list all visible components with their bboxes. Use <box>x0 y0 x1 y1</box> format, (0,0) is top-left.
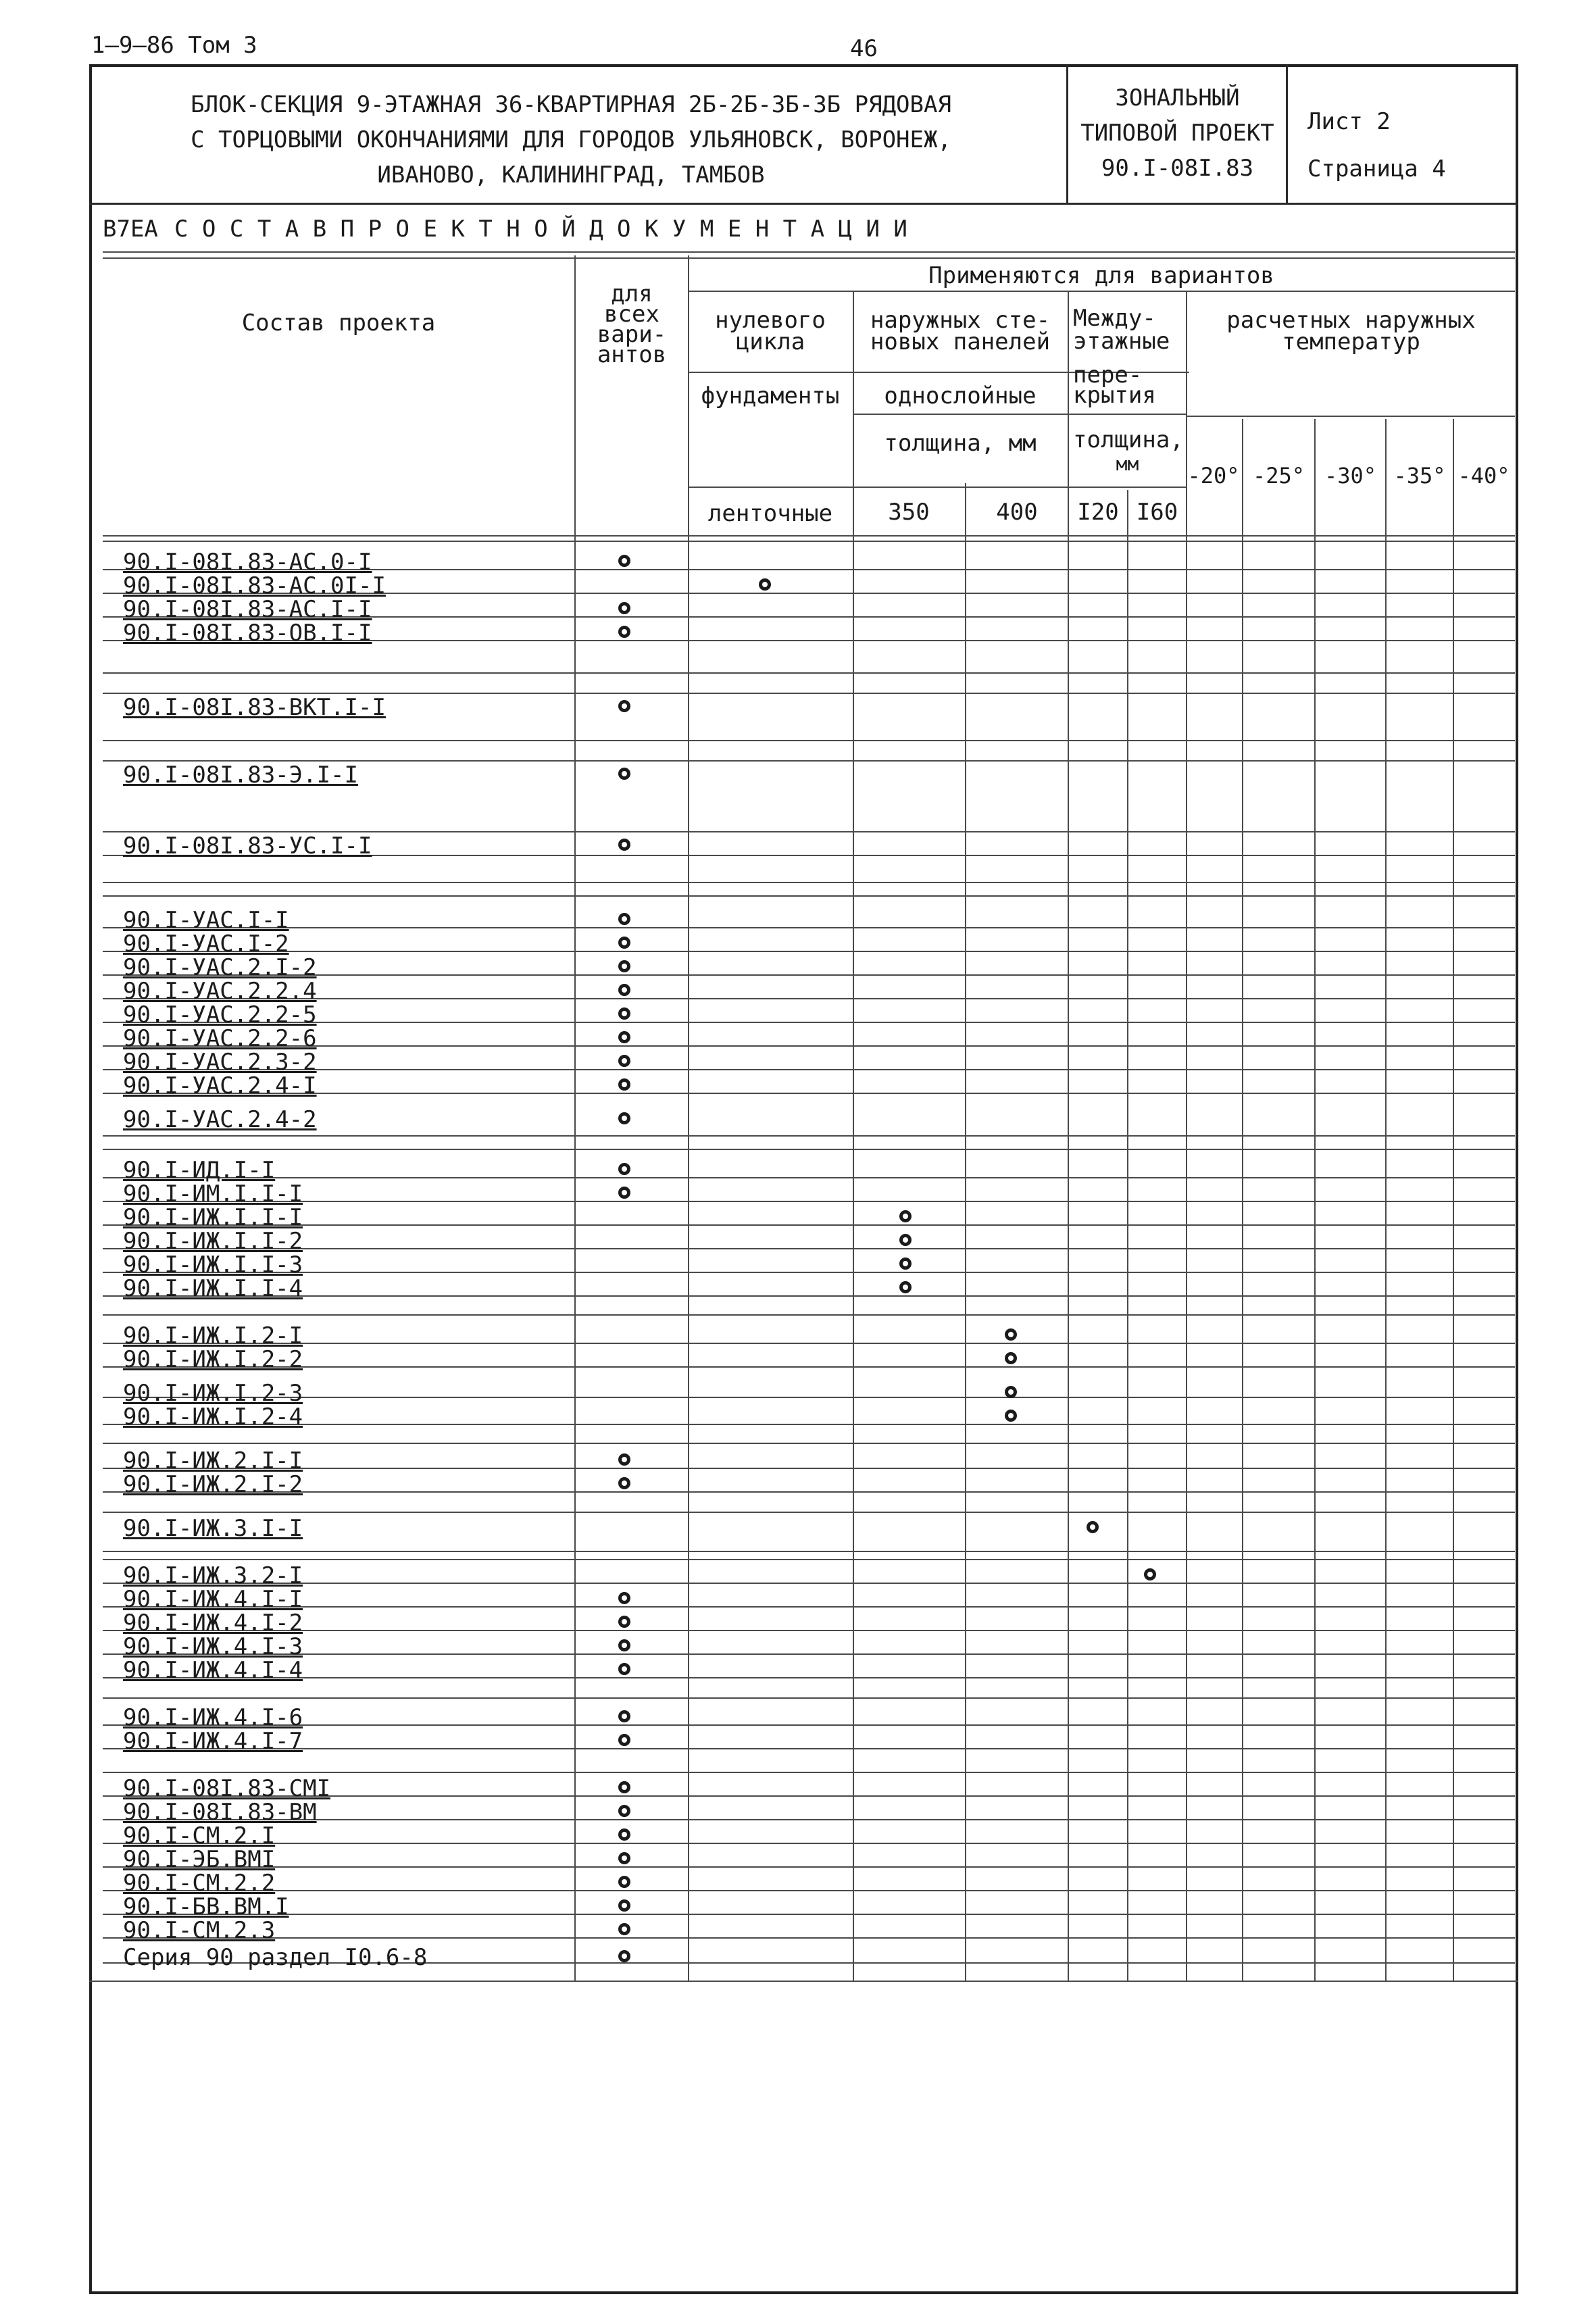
applicability-mark-f160 <box>1144 1568 1156 1580</box>
applicability-mark-all <box>618 1923 630 1935</box>
table-grid-line <box>103 1248 1515 1249</box>
temps-title-1: расчетных наружных <box>1226 307 1476 334</box>
applicability-mark-w400 <box>1005 1386 1017 1398</box>
applicability-mark-all <box>618 700 630 712</box>
document-reference: 1—9—86 Том 3 <box>91 32 257 59</box>
col-divider-project <box>574 255 576 1981</box>
col-divider-t35 <box>1453 419 1454 1981</box>
section-prefix: В7ЕА <box>103 216 158 243</box>
foundations-label: фундаменты <box>701 382 840 409</box>
document-code: 90.I-ИЖ.I.2-2 <box>123 1346 303 1373</box>
table-grid-line <box>103 1201 1515 1202</box>
section-underline-2 <box>103 257 1515 259</box>
table-grid-line <box>103 1843 1515 1844</box>
col-divider-t30 <box>1385 419 1387 1981</box>
temp-minus-30: -30° <box>1324 463 1377 489</box>
document-code: 90.I-ИЖ.I.I-3 <box>123 1251 303 1278</box>
table-grid-line <box>103 1491 1515 1493</box>
document-code: 90.I-ИЖ.4.I-6 <box>123 1704 303 1731</box>
applicability-mark-all <box>618 1710 630 1722</box>
applicability-mark-all <box>618 1734 630 1746</box>
applicability-mark-all <box>618 626 630 638</box>
table-grid-line <box>103 1366 1515 1368</box>
floors-3: пере- <box>1073 362 1143 389</box>
applicability-mark-all <box>618 839 630 851</box>
table-grid-line <box>103 951 1515 952</box>
document-code: Серия 90 раздел I0.6-8 <box>123 1944 428 1971</box>
applicability-mark-all <box>618 1639 630 1651</box>
document-code: 90.I-08I.83-АС.0-I <box>123 549 372 576</box>
applicability-mark-all <box>618 1163 630 1175</box>
applicability-mark-all <box>618 1078 630 1091</box>
applicability-mark-all <box>618 1852 630 1864</box>
applicability-mark-w400 <box>1005 1328 1017 1341</box>
applicability-mark-w400 <box>1005 1410 1017 1422</box>
table-grid-line <box>103 1724 1515 1726</box>
document-code: 90.I-УАС.I-I <box>123 907 289 934</box>
applicability-mark-all <box>618 1950 630 1962</box>
document-code: 90.I-БВ.ВМ.I <box>123 1893 289 1920</box>
document-code: 90.I-СМ.2.I <box>123 1822 276 1849</box>
title-line-2: С ТОРЦОВЫМИ ОКОНЧАНИЯМИ ДЛЯ ГОРОДОВ УЛЬЯНОВСК, ВОРОНЕЖ, <box>191 126 951 153</box>
document-code: 90.I-ИМ.I.I-I <box>123 1180 303 1208</box>
table-grid-line <box>103 1748 1515 1749</box>
document-code: 90.I-УАС.2.4-I <box>123 1072 317 1099</box>
wall-400: 400 <box>996 499 1038 526</box>
applicability-mark-all <box>618 1187 630 1199</box>
title-divider-1 <box>1066 64 1068 203</box>
table-grid-line <box>103 1224 1515 1226</box>
table-grid-line <box>103 1314 1515 1316</box>
document-code: 90.I-ИЖ.3.I-I <box>123 1515 303 1542</box>
col-divider-120 <box>1127 490 1128 1981</box>
applicability-mark-all <box>618 768 630 780</box>
table-grid-line <box>103 1559 1515 1560</box>
document-code: 90.I-08I.83-СМI <box>123 1775 331 1802</box>
temp-minus-35: -35° <box>1393 463 1446 489</box>
document-code: 90.I-ИЖ.2.I-2 <box>123 1471 303 1498</box>
temp-minus-20: -20° <box>1187 463 1240 489</box>
applicability-mark-all <box>618 1031 630 1043</box>
col-header-project: Состав проекта <box>241 309 436 337</box>
table-grid-line <box>103 1914 1515 1915</box>
table-grid-line <box>103 927 1515 928</box>
header-bottom-line-2 <box>103 541 1515 542</box>
col-header-all-4: антов <box>597 341 667 368</box>
document-code: 90.I-08I.83-Э.I-I <box>123 762 358 789</box>
document-code: 90.I-ИЖ.I.2-I <box>123 1322 303 1349</box>
applicability-mark-w350 <box>899 1234 912 1246</box>
document-code: 90.I-ИЖ.I.I-2 <box>123 1228 303 1255</box>
document-code: 90.I-ИЖ.4.I-I <box>123 1586 303 1613</box>
outer-walls-2: новых панелей <box>870 328 1051 355</box>
table-grid-line <box>103 1512 1515 1513</box>
project-type-line-1: ЗОНАЛЬНЫЙ <box>1115 84 1240 111</box>
document-code: 90.I-ИЖ.4.I-4 <box>123 1657 303 1684</box>
title-line-3: ИВАНОВО, КАЛИНИНГРАД, ТАМБОВ <box>377 161 765 189</box>
document-code: 90.I-УАС.2.2.4 <box>123 978 317 1005</box>
floor-160: I60 <box>1136 499 1178 526</box>
page-number: 46 <box>850 35 878 62</box>
applicability-mark-w350 <box>899 1258 912 1270</box>
table-grid-line <box>103 1424 1515 1425</box>
document-code: 90.I-СМ.2.3 <box>123 1917 276 1944</box>
applicability-mark-all <box>618 1112 630 1124</box>
applicability-mark-all <box>618 1477 630 1489</box>
col-divider-t25 <box>1314 419 1316 1981</box>
applicability-mark-all <box>618 984 630 996</box>
table-grid-line <box>103 1677 1515 1678</box>
applicability-mark-w400 <box>1005 1352 1017 1364</box>
zero-cycle-1: нулевого <box>715 307 826 334</box>
applicability-mark-all <box>618 602 630 614</box>
section-underline-1 <box>103 251 1515 253</box>
single-layer-label: однослойные <box>884 382 1037 409</box>
floors-4: крытия <box>1073 382 1156 409</box>
document-code: 90.I-ИЖ.I.I-4 <box>123 1275 303 1302</box>
col-header-all-2: всех <box>604 301 659 328</box>
table-grid-line <box>103 1551 1515 1552</box>
title-block-divider <box>89 203 1518 205</box>
outer-walls-1: наружных сте- <box>870 307 1051 334</box>
applicability-mark-all <box>618 1805 630 1817</box>
applicability-mark-all <box>618 1781 630 1793</box>
applicability-mark-all <box>618 937 630 949</box>
col-header-all-1: для <box>611 280 653 307</box>
temp-minus-25: -25° <box>1252 463 1305 489</box>
applicability-mark-w350 <box>899 1281 912 1293</box>
table-grid-line <box>103 1272 1515 1273</box>
document-code: 90.I-ЭБ.ВМI <box>123 1846 276 1873</box>
document-code: 90.I-УАС.2.4-2 <box>123 1106 317 1133</box>
document-code: 90.I-08I.83-ВМ <box>123 1799 317 1826</box>
applicability-mark-all <box>618 1616 630 1628</box>
header-row-line-3 <box>853 414 1186 415</box>
strip-label: ленточные <box>707 500 833 527</box>
document-code: 90.I-ИЖ.I.I-I <box>123 1204 303 1231</box>
applicability-mark-all <box>618 1899 630 1912</box>
table-grid-line <box>103 882 1515 883</box>
table-grid-line <box>103 1890 1515 1891</box>
applied-header: Применяются для вариантов <box>928 262 1274 289</box>
section-title: С О С Т А В П Р О Е К Т Н О Й Д О К У М Е Н Т А Ц И И <box>174 216 907 243</box>
applicability-mark-all <box>618 1007 630 1020</box>
document-code: 90.I-СМ.2.2 <box>123 1870 276 1897</box>
page-label: Страница 4 <box>1307 155 1446 182</box>
col-header-all-3: вари- <box>597 321 667 348</box>
document-code: 90.I-ИЖ.3.2-I <box>123 1562 303 1589</box>
floors-1: Между- <box>1073 305 1156 332</box>
wall-350: 350 <box>888 499 930 526</box>
floors-2: этажные <box>1073 328 1170 355</box>
applicability-mark-w350 <box>899 1210 912 1222</box>
zero-cycle-2: цикла <box>735 328 805 355</box>
table-grid-line <box>103 1343 1515 1344</box>
applicability-mark-all <box>618 1663 630 1675</box>
applicability-mark-all <box>618 960 630 972</box>
table-grid-line <box>103 1149 1515 1150</box>
table-grid-line <box>103 1443 1515 1444</box>
applicability-mark-all <box>618 1453 630 1466</box>
project-code: 90.I-08I.83 <box>1101 155 1254 182</box>
header-bottom-line-1 <box>103 535 1515 537</box>
document-code: 90.I-УАС.2.2-6 <box>123 1025 317 1052</box>
document-code: 90.I-ИЖ.4.I-7 <box>123 1728 303 1755</box>
table-grid-line <box>103 1295 1515 1297</box>
document-code: 90.I-УАС.2.2-5 <box>123 1001 317 1028</box>
table-grid-line <box>103 1468 1515 1469</box>
table-grid-line <box>103 1135 1515 1137</box>
document-code: 90.I-ИЖ.I.2-4 <box>123 1403 303 1430</box>
document-code: 90.I-ИЖ.4.I-3 <box>123 1633 303 1660</box>
document-code: 90.I-08I.83-ВКТ.I-I <box>123 694 386 721</box>
table-grid-line <box>103 1583 1515 1584</box>
table-bottom-line <box>89 1981 1518 1982</box>
document-code: 90.I-08I.83-УС.I-I <box>123 832 372 860</box>
floor-thickness-1: толщина, <box>1073 426 1184 453</box>
wall-thickness-label: толщина, мм <box>884 430 1037 457</box>
document-code: 90.I-08I.83-АС.0I-I <box>123 572 386 599</box>
table-grid-line <box>103 1653 1515 1655</box>
applicability-mark-all <box>618 555 630 567</box>
table-grid-line <box>103 1630 1515 1631</box>
floor-120: I20 <box>1077 499 1119 526</box>
header-row-line-1 <box>688 291 1515 292</box>
applicability-mark-f120 <box>1087 1521 1099 1533</box>
document-code: 90.I-ИЖ.I.2-3 <box>123 1380 303 1407</box>
temp-minus-40: -40° <box>1457 463 1510 489</box>
applicability-mark-all <box>618 1055 630 1067</box>
table-grid-line <box>103 1697 1515 1699</box>
project-type-line-2: ТИПОВОЙ ПРОЕКТ <box>1080 120 1274 147</box>
document-code: 90.I-УАС.2.3-2 <box>123 1049 317 1076</box>
table-grid-line <box>103 1177 1515 1178</box>
temps-title-2: температур <box>1282 328 1420 355</box>
title-line-1: БЛОК-СЕКЦИЯ 9-ЭТАЖНАЯ 36-КВАРТИРНАЯ 2Б-2Б-3Б-3Б РЯДОВАЯ <box>191 91 951 118</box>
header-row-line-4 <box>688 487 1186 488</box>
document-code: 90.I-08I.83-АС.I-I <box>123 596 372 623</box>
sheet-number: Лист 2 <box>1307 108 1391 135</box>
title-divider-2 <box>1286 64 1288 203</box>
table-grid-line <box>103 1606 1515 1608</box>
table-grid-line <box>103 1772 1515 1773</box>
document-code: 90.I-УАС.I-2 <box>123 930 289 957</box>
col-divider-t20 <box>1242 419 1243 1981</box>
applicability-mark-all <box>618 1592 630 1604</box>
col-divider-350 <box>965 483 966 1981</box>
applicability-mark-all <box>618 913 630 925</box>
table-grid-line <box>103 895 1515 897</box>
table-grid-line <box>103 1937 1515 1939</box>
header-row-line-temp <box>1186 416 1515 417</box>
floor-thickness-2: мм <box>1116 453 1139 475</box>
applicability-mark-all <box>618 1828 630 1841</box>
applicability-mark-all <box>618 1876 630 1888</box>
table-grid-line <box>103 740 1515 741</box>
table-grid-line <box>103 672 1515 674</box>
document-code: 90.I-ИЖ.2.I-I <box>123 1447 303 1474</box>
table-grid-line <box>103 1866 1515 1868</box>
document-code: 90.I-ИД.I-I <box>123 1157 276 1184</box>
applicability-mark-strip <box>759 578 771 591</box>
document-code: 90.I-УАС.2.I-2 <box>123 954 317 981</box>
document-code: 90.I-ИЖ.4.I-2 <box>123 1610 303 1637</box>
document-code: 90.I-08I.83-ОВ.I-I <box>123 620 372 647</box>
table-grid-line <box>103 1397 1515 1398</box>
